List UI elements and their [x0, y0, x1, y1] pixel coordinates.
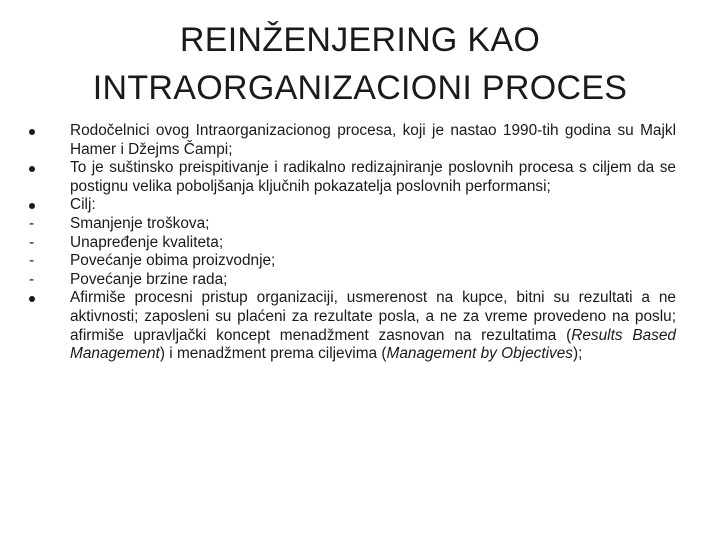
- list-item: [28, 289, 676, 363]
- dash-icon: -: [29, 270, 35, 288]
- slide-title: [60, 16, 660, 112]
- list-item-text: To je suštinsko preispitivanje i radikalno redizajniranje poslovnih procesa s ciljem da se postignu velika poboljšanja ključnih pokazatelja poslovnih performansi;: [70, 159, 676, 195]
- list-item-text: Rodočelnici ovog Intraorganizacionog procesa, koji je nastao 1990-tih godina su Majkl Hamer i Džejms Čampi;: [70, 122, 676, 158]
- list-item: [28, 252, 676, 271]
- bullet-dot-icon: [29, 129, 35, 135]
- list-item-text: Unapređenje kvaliteta;: [70, 233, 224, 251]
- dash-icon: -: [29, 252, 35, 270]
- list-item-text-part: Afirmiše procesni pristup organizaciji, usmerenost na kupce, bitni su rezultati a ne aktivnosti; zaposleni su plaćeni za rezultate posla, a ne za vreme provedeno na poslu; afirmiše upravljački koncept menadžment zasnovan na rezultatima (: [70, 289, 676, 344]
- title-line-2: INTRAORGANIZACIONI PROCES: [92, 69, 628, 107]
- list-item: [28, 215, 676, 234]
- bullet-dot-icon: [29, 296, 35, 302]
- italic-term-results-based-management: Results Based Management: [70, 326, 676, 363]
- list-item-text-part: );: [573, 345, 583, 363]
- list-item-text: Povećanje obima proizvodnje;: [70, 252, 276, 270]
- list-item: [28, 159, 676, 196]
- list-item-text: [70, 289, 676, 362]
- title-line-1: REINŽENJERING KAO: [179, 21, 541, 59]
- bullet-list: [28, 122, 676, 364]
- bullet-dot-icon: [29, 166, 35, 172]
- list-item-text: Smanjenje troškova;: [70, 214, 210, 232]
- list-item: [28, 122, 676, 159]
- list-item: [28, 196, 676, 215]
- bullet-dot-icon: [29, 203, 35, 209]
- list-item-text: Povećanje brzine rada;: [70, 270, 228, 288]
- list-item-text-part: ) i menadžment prema ciljevima (: [159, 345, 387, 363]
- italic-term-management-by-objectives: Management by Objectives: [386, 345, 573, 363]
- list-item: [28, 271, 676, 290]
- dash-icon: -: [29, 214, 35, 232]
- dash-icon: -: [29, 233, 35, 251]
- list-item: [28, 234, 676, 253]
- list-item-text: Cilj:: [70, 196, 96, 214]
